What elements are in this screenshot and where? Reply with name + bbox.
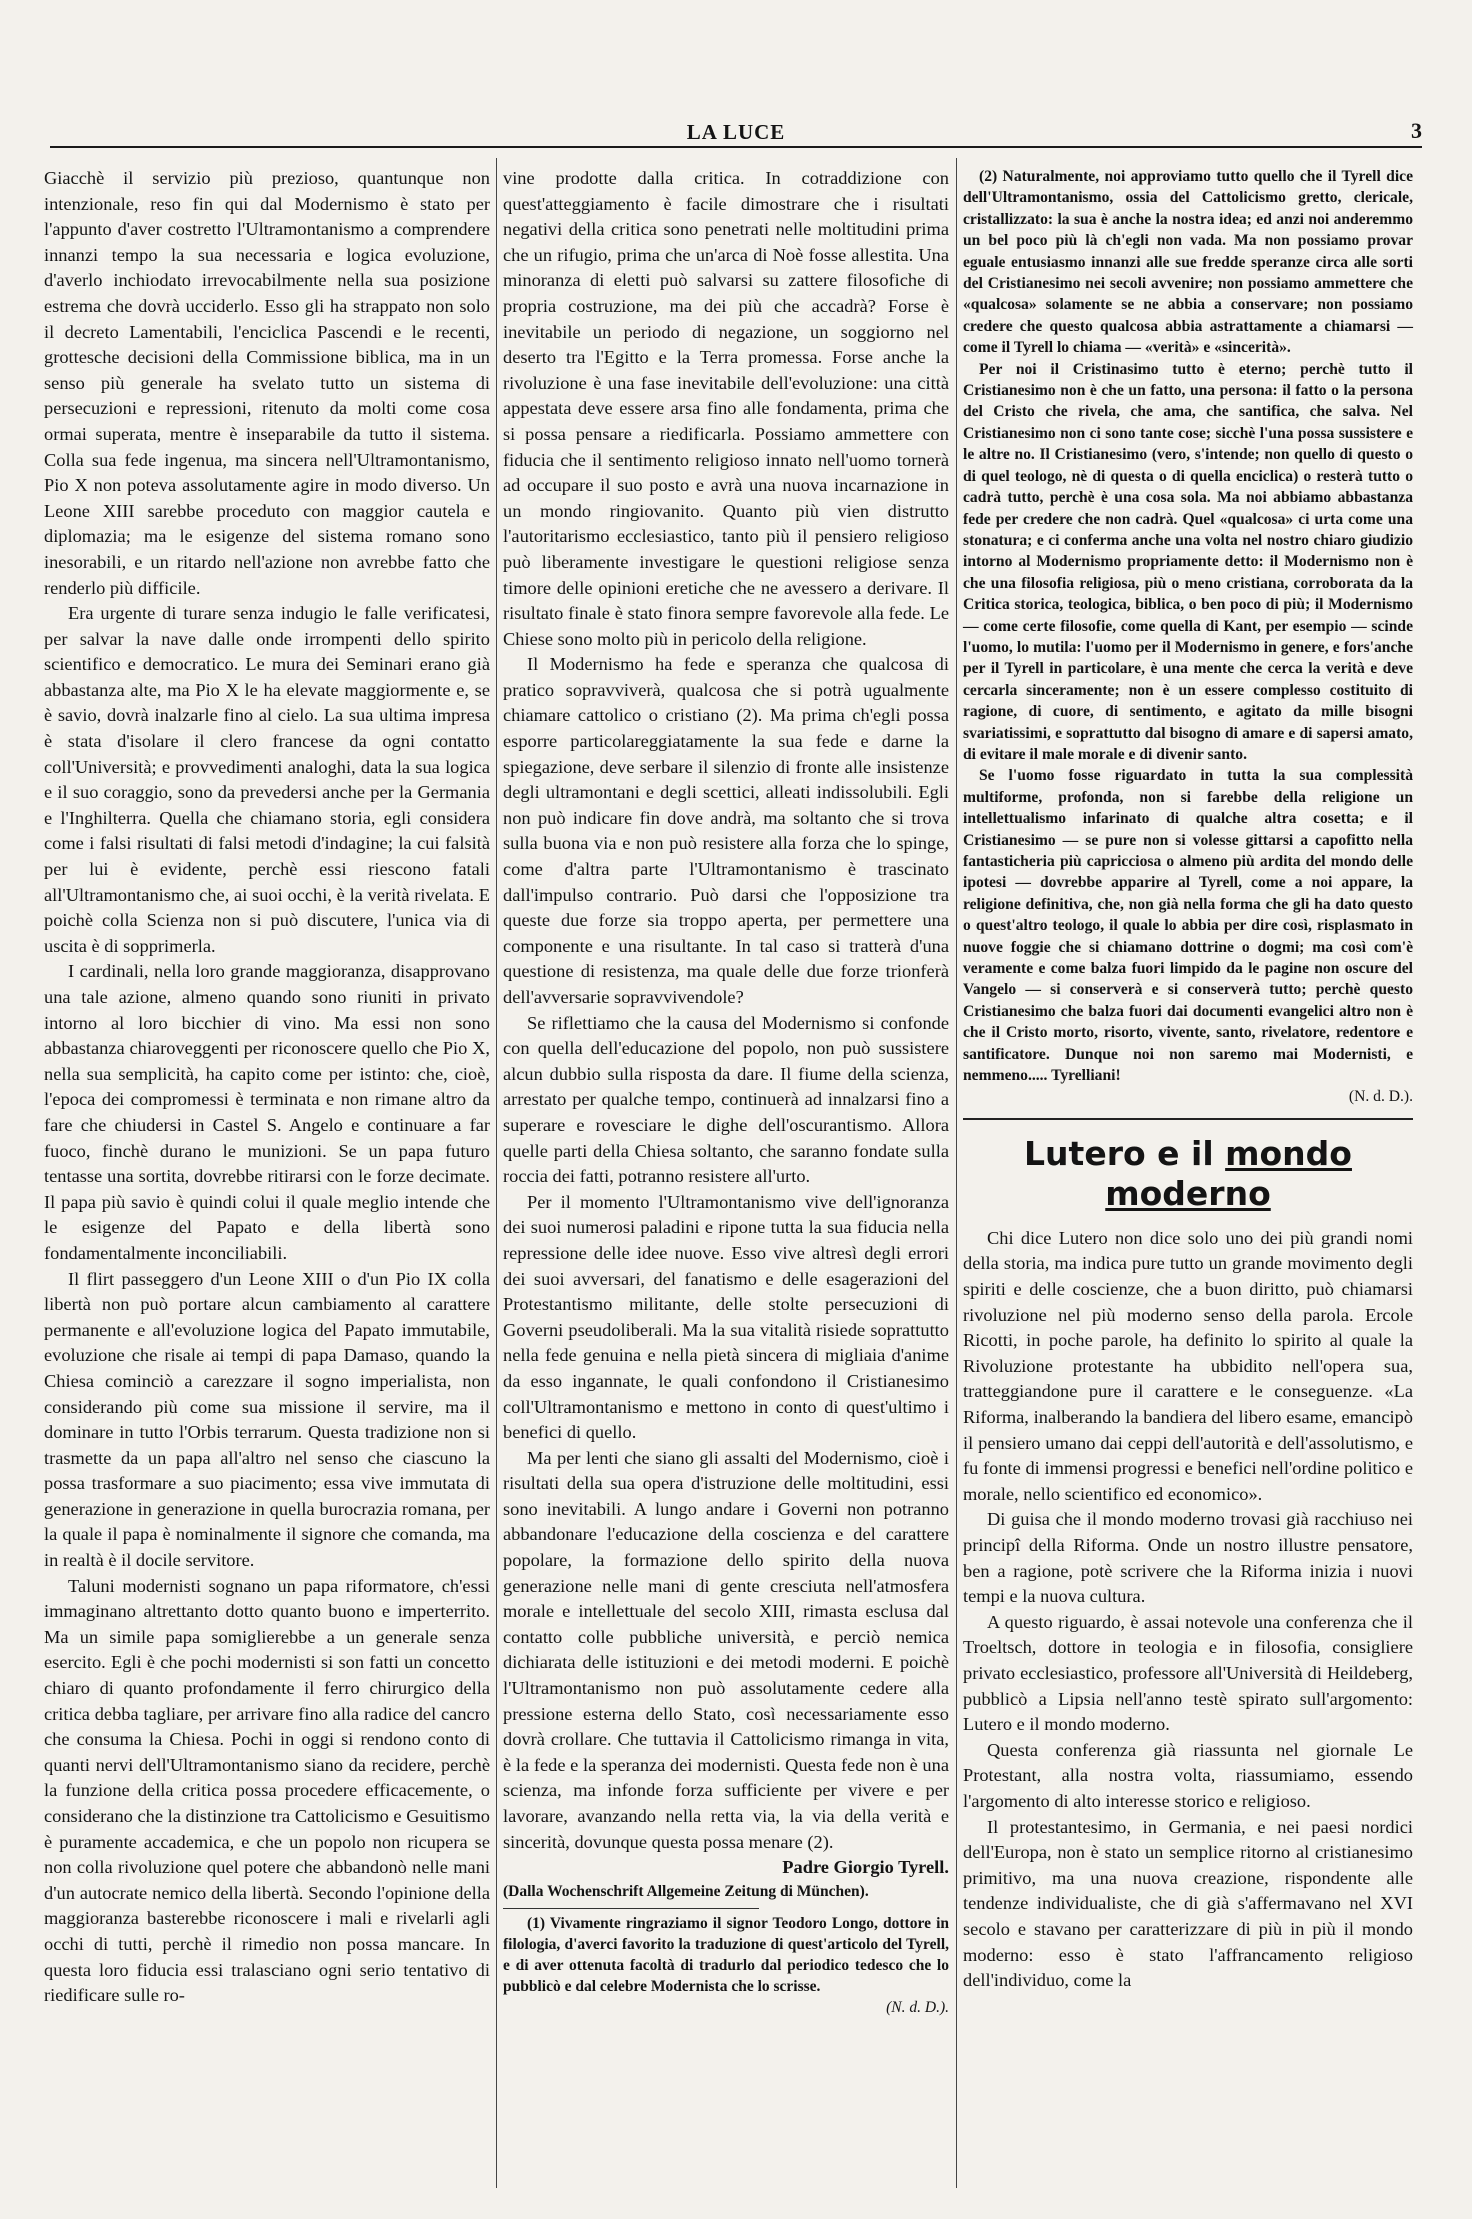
note-paragraph: (2) Naturalmente, noi approviamo tutto quello che il Tyrell dice dell'Ultramontanismo, ossia del Cattolicismo gretto, clericale, cristallizzato: la sua è anche la nostra idea; ed anzi noi anderemmo un bel poco più là ch'egli non vada. Ma non possiamo provar eguale entusiasmo innanzi alle sue fredde speranze circa alle sorti del Cristianesimo nei secoli avvenire; non possiamo ammettere che «qualcosa» solamente se ne abbia a conservare; non possiamo credere che questo qualcosa abbia astrattamente a chiamarsi — come il Tyrell lo chiama — «verità» e «sincerità». [963,168,1413,357]
paragraph: I cardinali, nella loro grande maggioranza, disapprovano una tale azione, almeno quando sono riuniti in privato intorno al loro bicchier di vino. Ma essi non sono abbastanza chiaroveggenti per riconoscere quello che Pio X, nella sua semplicità, ha capito come per istinto: che, cioè, l'epoca dei compromessi è terminata e non rimane altro da fare che chiudersi in Castel S. Angelo e continuare a far fuoco, finchè durano le munizioni. Se un papa futuro tentasse una sortita, dovrebbe ritirarsi con le forze decimate. Il papa più savio è quindi colui il quale meglio intende che le esigenze del Papato e della libertà sono fondamentalmente inconciliabili. [44,961,490,1263]
paragraph: Ma per lenti che siano gli assalti del Modernismo, cioè i risultati della sua opera d'istruzione delle moltitudini, essi sono inevitabili. A lungo andare i Governi non potranno abbandonare l'educazione della coscienza e del carattere popolare, la formazione dello spirito della nuova generazione nelle mani di gente cresciuta nell'atmosfera morale e intellettuale del secolo XIII, rimasta esclusa dal contatto colle pubbliche università, e perciò nemica dichiarata delle istituzioni e dei metodi moderni. E poichè l'Ultramontanismo non può assolutamente cedere alla pressione esterna dello Stato, così necessariamente esso dovrà crollare. Che tuttavia il Cattolicismo rimanga in vita, è la fede e la speranza dei modernisti. Questa fede non è una scienza, ma infonde forza sufficiente per vivere e per lavorare, avanzando nella retta via, la via della verità e sincerità, dovunque questa possa menare (2). [503,1447,949,1852]
paragraph: Il Modernismo ha fede e speranza che qualcosa di pratico sopravviverà, qualcosa che si potrà ugualmente chiamare cattolico o cristiano (2). Ma prima ch'egli possa esporre particolareggiatamente la sua fede e darne la spiegazione, deve serbare il silenzio di fronte alle insistenze degli ultramontani e degli scettici, alleati indissolubili. Egli non può indicare fin dove andrà, ma soltanto che si trova sulla buona via e non può resistere alla forza che lo spinge, come d'altra parte l'Ultramontanismo è trascinato dall'impulso contrario. Può darsi che l'opposizione tra queste due forze sia troppo aperta, per permettere una componente e una risultante. In tal caso si tratterà d'una questione di resistenza, ma quale delle due forze trionferà dell'avversarie sopravvivendole? [503,654,949,1007]
footnote: (1) Vivamente ringraziamo il signor Teodoro Longo, dottore in filologia, d'averci favorito la traduzione di quest'articolo del Tyrell, e di aver ottenuta facoltà di tradurlo dal periodico tedesco che lo pubblicò e dal celebre Modernista che lo scrisse. [503,1914,949,1995]
paragraph: A questo riguardo, è assai notevole una conferenza che il Troeltsch, dottore in teologia e in filosofia, consigliere privato ecclesiastico, professore all'Università di Heildeberg, pubblicò a Lipsia nell'anno testè spirato sull'argomento: Lutero e il mondo moderno. [963,1611,1413,1735]
paragraph: Questa conferenza già riassunta nel giornale Le Protestant, alla nostra volta, riassumiamo, essendo l'argomento di alto interesse storico e religioso. [963,1739,1413,1811]
source-note: (Dalla Wochenschrift Allgemeine Zeitung di München). [503,1882,869,1900]
heading-part: Lutero e il [1024,1133,1226,1173]
newspaper-title: LA LUCE [686,120,786,144]
author-signature: Padre Giorgio Tyrell. [782,1857,949,1878]
heading-underlined: mondo moderno [1105,1133,1352,1213]
paragraph: Era urgente di turare senza indugio le falle verificatesi, per salvar la nave dalle onde irrompenti dello spirito scientifico e democratico. Le mura dei Seminari erano già abbastanza alte, ma Pio X le ha elevate maggiormente e, se è savio, dovrà inalzarle fino al cielo. La sua ultima impresa è stata d'isolare il clero francese da ogni contatto coll'Università; e provvedimenti analoghi, data la sua logica e il suo coraggio, sono da prevedersi anche per la Germania e l'Inghilterra. Quella che chiamano storia, egli considera come i falsi risultati di falsi metodi d'indagine; la cui falsità per lui è evidente, perchè essi riescono fatali all'Ultramontanismo che, ai suoi occhi, è la verità rivelata. E poichè colla Scienza non si può discutere, l'unica via di uscita è di sopprimerla. [44,603,490,956]
footnote-signature: (N. d. D.). [886,1998,949,2016]
paragraph: Se riflettiamo che la causa del Modernismo si confonde con quella dell'educazione del popolo, non può sussistere alcun dubbio sulla risposta da dare. Il fiume della scienza, arrestato per qualche tempo, continuerà ad innalzarsi fino a superare e rovesciare le dighe dell'oscurantismo. Allora quelle parti della Chiesa soltanto, che saranno fondate sulla roccia dei fatti, potranno resistere all'urto. [503,1012,949,1187]
column-2 [503,166,949,2018]
column-divider [956,158,957,2188]
paragraph: Il flirt passeggero d'un Leone XIII o d'un Pio IX colla libertà non può portare alcun cambiamento al carattere permanente e all'evoluzione logica del Papato immutabile, evoluzione che risale ai tempi di papa Damaso, quando la Chiesa cominciò a carezzare il sogno imperialista, non considerando più come sua missione il servire, ma il dominare in tutto l'Orbis terrarum. Questa tradizione non si trasmette da un papa all'altro nel senso che ciascuno la possa trasformare a suo piacimento; essa vive immutata di generazione in generazione in quella burocrazia romana, per la quale il papa è nominalmente il signore che comanda, ma in realtà è il docile servitore. [44,1268,490,1571]
note-signature: (N. d. D.). [1348,1088,1413,1106]
note-paragraph: Per noi il Cristinasimo tutto è eterno; perchè tutto il Cristianesimo non è che un fatto, una persona: il fatto o la persona del Cristo che rivela, che ama, che santifica, che salva. Nel Cristianesimo non ci sono tante cose; sicchè l'una possa sussistere e le altre no. Il Cristianesimo (vero, s'intende; non quello di questo o di quel teologo, nè di questa o di quella enciclica) o resterà tutto o cadrà tutto, perchè è una cosa sola. Ma noi abbiamo abbastanza fede per credere che non cadrà. Quel «qualcosa» ci urta come una stonatura; e ci conferma anche una volta nel nostro chiaro giudizio intorno al Modernismo propriamente detto: il Modernismo non è che una filosofia religiosa, più o meno cristiana, corroborata da la Critica storica, teologica, biblica, o ben poco di più; il Modernismo — come certe filosofie, come quella di Kant, per esempio — scinde l'uomo, lo mutila: l'uomo per il Modernismo in genere, e fors'anche per il Tyrell in particolare, è una mente che cerca la verità e deve cercarla sinceramente; non è un essere complesso costituito di ragione, di cuore, di sentimento, e agitato da mille bisogni svariatissimi, e soprattutto dal bisogno di amare e di sapersi amato, di evitare il male morale e di divenir santo. [963,360,1413,763]
page-number: 3 [1411,118,1422,143]
paragraph: Chi dice Lutero non dice solo uno dei più grandi nomi della storia, ma indica pure tutto un grande movimento degli spiriti e delle coscienze, che a buon diritto, può chiamarsi rivoluzione nel più moderno senso della parola. Ercole Ricotti, in poche parole, ha definito lo spirito al quale la Rivoluzione protestante ha ubbidito nell'opera sua, tratteggiandone pure il carattere e le conseguenze. «La Riforma, inalberando la bandiera del libero esame, emancipò il pensiero umano dai ceppi dell'autorità e dell'assolutismo, e fu fonte di immensi progressi e benefici nell'ordine politico e morale, nello scientifico ed economico». [963,1227,1413,1504]
footnote-rule [503,1908,759,1909]
paragraph: Di guisa che il mondo moderno trovasi già racchiuso nei principî della Riforma. Onde un nostro illustre pensatore, ben a ragione, potè scrivere che la Riforma inizia i nuovi tempi e la nuova cultura. [963,1509,1413,1607]
section-rule [963,1118,1413,1120]
article-heading [963,1134,1413,1214]
paragraph: vine prodotte dalla critica. In cotraddizione con quest'atteggiamento è facile dimostrare che i risultati negativi della critica sono penetrati nelle moltitudini prima che un rifugio, prima che un'arca di Noè fosse allestita. Una minoranza di eletti può salvarsi su zattere filosofiche di propria costruzione, ma dei più che accadrà? Forse è inevitabile un periodo di negazione, un soggiorno nel deserto tra l'Egitto e la Terra promessa. Forse anche la rivoluzione è una fase inevitabile dell'evoluzione: una città appestata deve essere arsa fino alle fondamenta, prima che si possa pensare a riedificarla. Possiamo ammettere con fiducia che il sentimento religioso innato nell'uomo tornerà ad occupare il suo posto e avrà una nuova incarnazione in un mondo ringiovanito. Quanto più vien distrutto l'autoritarismo ecclesiastico, tanto più il pensiero religioso può liberamente investigare le questioni religiose senza timore delle opinioni eretiche che ne avessero a derivare. Il risultato finale è stato finora sempre favorevole alla fede. Le Chiese sono molto più in pericolo della religione. [503,168,949,649]
editor-note [963,166,1413,1108]
paragraph: Taluni modernisti sognano un papa riformatore, ch'essi immaginano altrettanto dotto quanto buono e imperterrito. Ma un simile papa somiglierebbe a un generale senza esercito. Egli è che pochi modernisti si son fatti un concetto chiaro di quanto profondamente il ferro chirurgico della critica debba tagliare, per arrivare fino alla radice del cancro che consuma la Chiesa. Pochi in oggi si rendono conto di quanti nervi dell'Ultramontanismo siano da recidere, perchè la funzione della critica possa procedere efficacemente, o considerano che la distinzione tra Cattolicismo e Gesuitismo è puramente accademica, e che un popolo non ricupera se non colla rivoluzione quel potere che abbandonò nelle mani d'un autocrate nemico della libertà. Secondo l'opinione della maggioranza basterebbe riconoscere i mali e rivelarli agli occhi di tutti, perchè il rimedio non possa mancare. In questa loro fiducia essi tralasciano ogni serio tentativo di riedificare sulle ro- [44,1575,490,2006]
paragraph: Il protestantesimo, in Germania, e nei paesi nordici dell'Europa, non è stato un semplice ritorno al cristianesimo primitivo, ma una nuova creazione, rispondente alle tendenze individualiste, che di già s'affermavano nel XVI secolo e stavano per caratterizzare di più in più il mondo moderno: esso è stato l'affrancamento religioso dell'individuo, come la [963,1816,1413,1991]
paragraph: Giacchè il servizio più prezioso, quantunque non intenzionale, reso fin qui dal Modernismo è stato per l'appunto d'aver costretto l'Ultramontanismo a comprendere innanzi tempo la sua necessaria e logica evoluzione, d'averlo inchiodato irrevocabilmente nella sua posizione estrema che dovrà ucciderlo. Esso gli ha strappato non solo il decreto Lamentabili, l'enciclica Pascendi e le recenti, grottesche decisioni della Commissione biblica, ma in un senso più generale ha svelato tutto un sistema di persecuzioni e repressioni, ritenuto da molti come cosa ormai superata, mentre è inseparabile da tutto il sistema. Colla sua fede ingenua, ma sincera nell'Ultramontanismo, Pio X non poteva assolutamente agire in modo diverso. Un Leone XIII sarebbe proceduto con maggior cautela e diplomazia; ma le esigenze del sistema romano sono inesorabili, e un ritardo nell'azione non avrebbe fatto che renderlo più difficile. [44,168,490,598]
note-paragraph: Se l'uomo fosse riguardato in tutta la sua complessità multiforme, profonda, non si farebbe della religione un intellettualismo infarinato di qualche altra cosetta; e il Cristianesimo — se pure non si volesse gittarsi a capofitto nella fantasticheria più capricciosa o almeno più ardita del mondo delle ipotesi — dovrebbe apparire al Tyrell, come a noi appare, la religione definitiva, che, non già nella forma che gli ha dato questo o quest'altro teologo, il quale lo abbia per dire così, risplasmato in nuove foggie che si chiamano dottrine o dogmi; ma così com'è veramente e come balza fuori limpido da le pagine non oscure del Vangelo — si conserverà e si conserverà tutto; perchè questo Cristianesimo che balza fuori dai documenti evangelici altro non è che il Cristo morto, risorto, vivente, santo, rivelatore, redentore e santificatore. Dunque noi non saremo mai Modernisti, e nemmeno..... Tyrelliani! [963,767,1413,1085]
paragraph: Per il momento l'Ultramontanismo vive dell'ignoranza dei suoi numerosi paladini e ripone tutta la sua fiducia nella repressione delle idee nuove. Esso vive altresì degli errori dei suoi avversari, del fanatismo e delle esagerazioni del Protestantismo militante, delle stolte persecuzioni di Governi pseudoliberali. Ma la sua vitalità risiede soprattutto nella fede genuina e nella pietà sincera di migliaia d'anime da esso ingannate, le quali confondono il Cristianesimo coll'Ultramontanismo e mettono in conto di quest'ultimo i benefici di quello. [503,1191,949,1443]
column-3 [963,166,1413,1994]
column-divider [496,158,497,2188]
masthead [50,120,1422,148]
column-1 [44,166,490,2009]
